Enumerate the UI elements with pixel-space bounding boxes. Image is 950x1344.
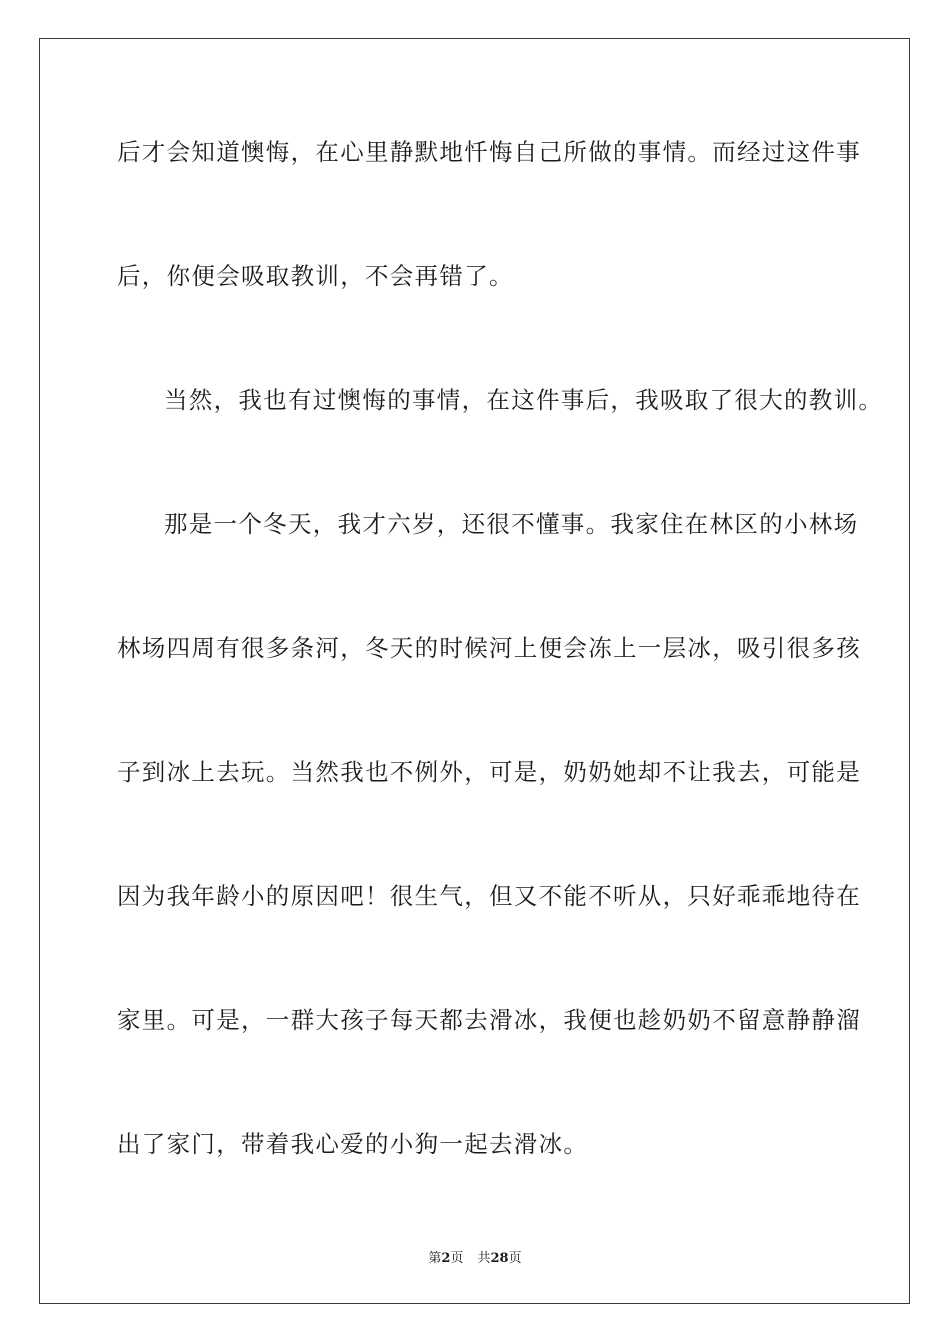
page-footer (0, 1247, 950, 1266)
text-line-9: 出了家门，带着我心爱的小狗一起去滑冰。 (117, 1130, 589, 1158)
total-prefix: 共 (477, 1251, 491, 1266)
page-suffix: 页 (450, 1251, 464, 1266)
total-suffix: 页 (508, 1251, 522, 1266)
page-number: 2 (441, 1251, 451, 1266)
paragraph-start-line-4: 那是一个冬天，我才六岁，还很不懂事。我家住在林区的小林场 (164, 510, 859, 538)
text-line-8: 家里。可是，一群大孩子每天都去滑冰，我便也趁奶奶不留意静静溜 (117, 1006, 861, 1034)
text-line-5: 林场四周有很多条河，冬天的时候河上便会冻上一层冰，吸引很多孩 (117, 634, 861, 662)
text-line-2: 后，你便会吸取教训，不会再错了。 (117, 262, 514, 290)
paragraph-start-line-3: 当然，我也有过懊悔的事情，在这件事后，我吸取了很大的教训。 (164, 386, 884, 414)
text-line-1: 后才会知道懊悔，在心里静默地忏悔自己所做的事情。而经过这件事 (117, 138, 861, 166)
text-line-6: 子到冰上去玩。当然我也不例外，可是，奶奶她却不让我去，可能是 (117, 758, 861, 786)
total-pages: 28 (490, 1251, 509, 1266)
page-frame (39, 38, 910, 1304)
text-line-7: 因为我年龄小的原因吧！很生气，但又不能不听从，只好乖乖地待在 (117, 882, 861, 910)
page-prefix: 第 (428, 1251, 442, 1266)
